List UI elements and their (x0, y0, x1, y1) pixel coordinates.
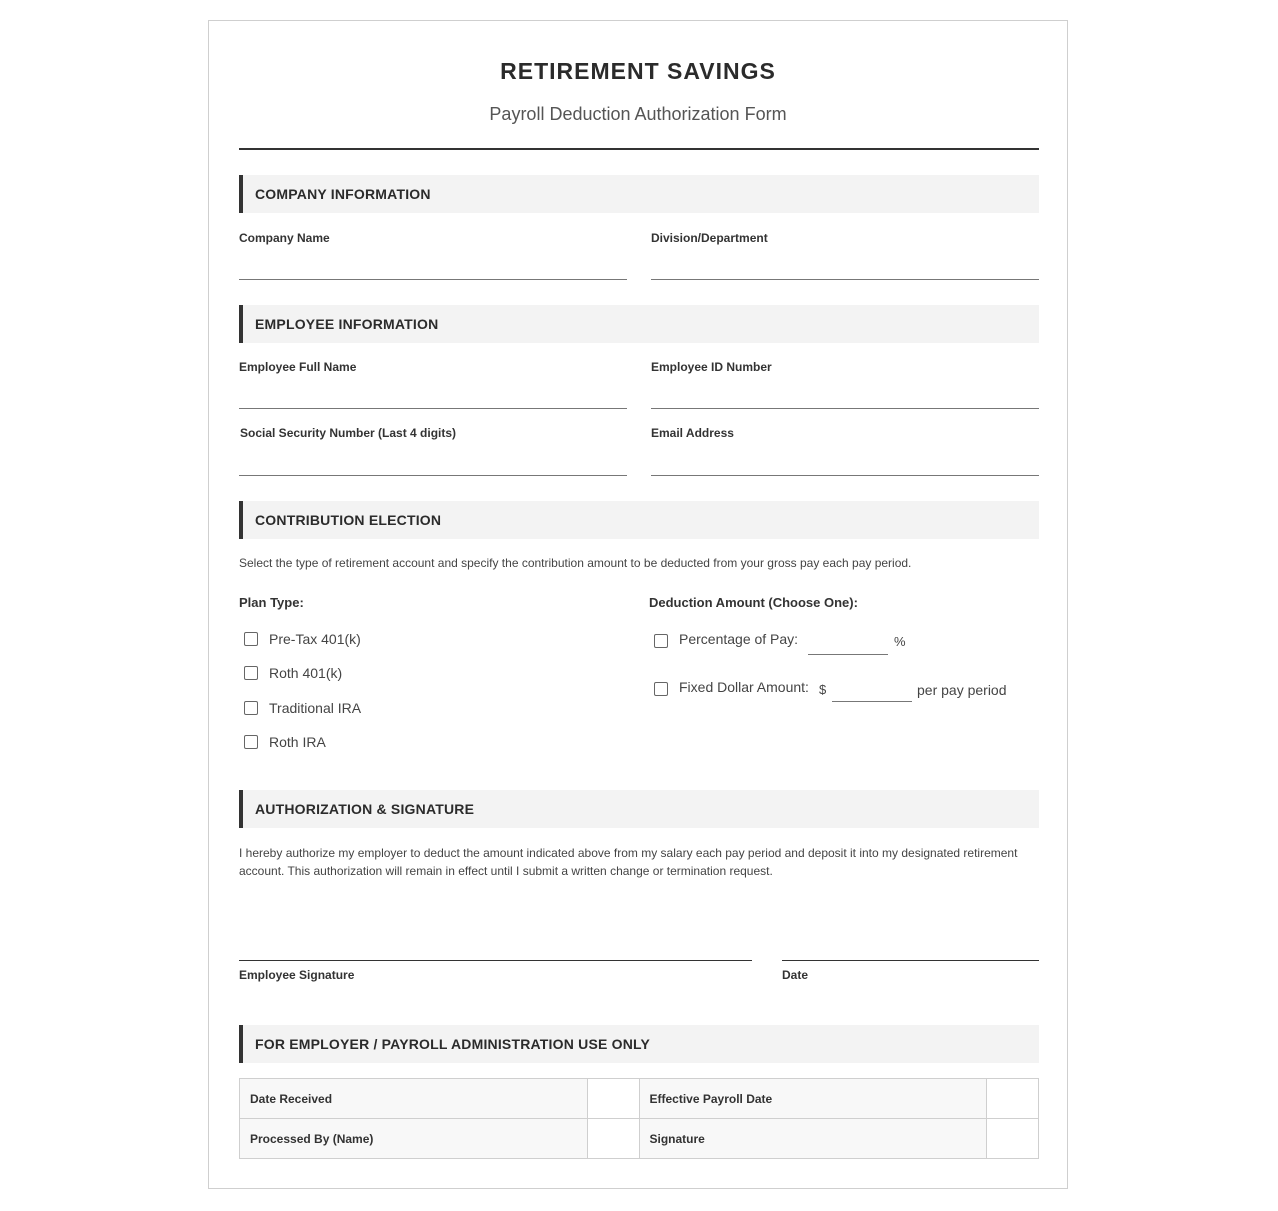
percent-symbol: % (894, 634, 906, 649)
signature-date-line[interactable] (782, 960, 1039, 961)
percentage-label: Percentage of Pay: (679, 631, 799, 647)
fixed-dollar-input[interactable] (832, 701, 912, 702)
signature-date-label: Date (782, 968, 809, 982)
table-row (240, 1119, 1039, 1159)
employee-name-field[interactable] (239, 408, 627, 409)
employee-signature-label: Employee Signature (239, 968, 355, 982)
employee-id-field[interactable] (651, 408, 1039, 409)
employee-name-label: Employee Full Name (239, 360, 357, 374)
header-divider (239, 148, 1039, 150)
percentage-input[interactable] (808, 654, 888, 655)
per-pay-period-label: per pay period (917, 682, 1007, 698)
deduction-amount-label: Deduction Amount (Choose One): (649, 595, 858, 610)
section-company-information (239, 175, 1039, 213)
email-label: Email Address (651, 426, 734, 440)
fixed-dollar-checkbox[interactable] (654, 682, 668, 696)
fixed-dollar-label: Fixed Dollar Amount: (679, 679, 809, 695)
section-heading: EMPLOYEE INFORMATION (255, 316, 439, 332)
form-subtitle: Payroll Deduction Authorization Form (489, 104, 787, 124)
form-title: RETIREMENT SAVINGS (500, 58, 776, 84)
section-heading: AUTHORIZATION & SIGNATURE (255, 801, 475, 817)
employee-signature-line[interactable] (239, 960, 752, 961)
roth-ira-checkbox[interactable] (244, 735, 258, 749)
company-name-label: Company Name (239, 231, 330, 245)
date-received-field[interactable] (587, 1079, 639, 1119)
division-label: Division/Department (651, 231, 768, 245)
pretax-401k-label: Pre-Tax 401(k) (269, 631, 361, 647)
processed-by-label: Processed By (Name) (240, 1119, 588, 1159)
plan-type-label: Plan Type: (239, 595, 304, 610)
date-received-label: Date Received (240, 1079, 588, 1119)
effective-payroll-date-label: Effective Payroll Date (639, 1079, 987, 1119)
section-admin-use (239, 1025, 1039, 1063)
authorization-statement-line-1: I hereby authorize my employer to deduct the amount indicated above from my salary each pay period and deposit it into my designated retirement (239, 846, 1018, 860)
percentage-checkbox[interactable] (654, 634, 668, 648)
admin-table (239, 1078, 1039, 1159)
ssn-label: Social Security Number (Last 4 digits) (240, 426, 457, 440)
traditional-ira-checkbox[interactable] (244, 701, 258, 715)
division-field[interactable] (651, 279, 1039, 280)
roth-401k-checkbox[interactable] (244, 666, 258, 680)
traditional-ira-label: Traditional IRA (269, 700, 362, 716)
authorization-statement-line-2: account. This authorization will remain in effect until I submit a written change or termination request. (239, 864, 773, 878)
section-heading: COMPANY INFORMATION (255, 186, 431, 202)
authorization-statement (239, 844, 1039, 880)
table-row (240, 1079, 1039, 1119)
email-field[interactable] (651, 475, 1039, 476)
company-name-field[interactable] (239, 279, 627, 280)
roth-401k-label: Roth 401(k) (269, 665, 343, 681)
admin-signature-label: Signature (639, 1119, 987, 1159)
effective-payroll-date-field[interactable] (987, 1079, 1039, 1119)
pretax-401k-checkbox[interactable] (244, 632, 258, 646)
ssn-field[interactable] (239, 475, 627, 476)
employee-id-label: Employee ID Number (651, 360, 772, 374)
dollar-symbol: $ (819, 682, 827, 697)
section-authorization-signature (239, 790, 1039, 828)
section-employee-information (239, 305, 1039, 343)
section-heading: CONTRIBUTION ELECTION (255, 512, 442, 528)
processed-by-field[interactable] (587, 1119, 639, 1159)
roth-ira-label: Roth IRA (269, 734, 326, 750)
admin-signature-field[interactable] (987, 1119, 1039, 1159)
form-page (208, 20, 1068, 1189)
section-heading: FOR EMPLOYER / PAYROLL ADMINISTRATION USE ONLY (255, 1036, 651, 1052)
contribution-instructions: Select the type of retirement account and specify the contribution amount to be deducted from your gross pay each pay period. (239, 556, 912, 570)
section-contribution-election (239, 501, 1039, 539)
